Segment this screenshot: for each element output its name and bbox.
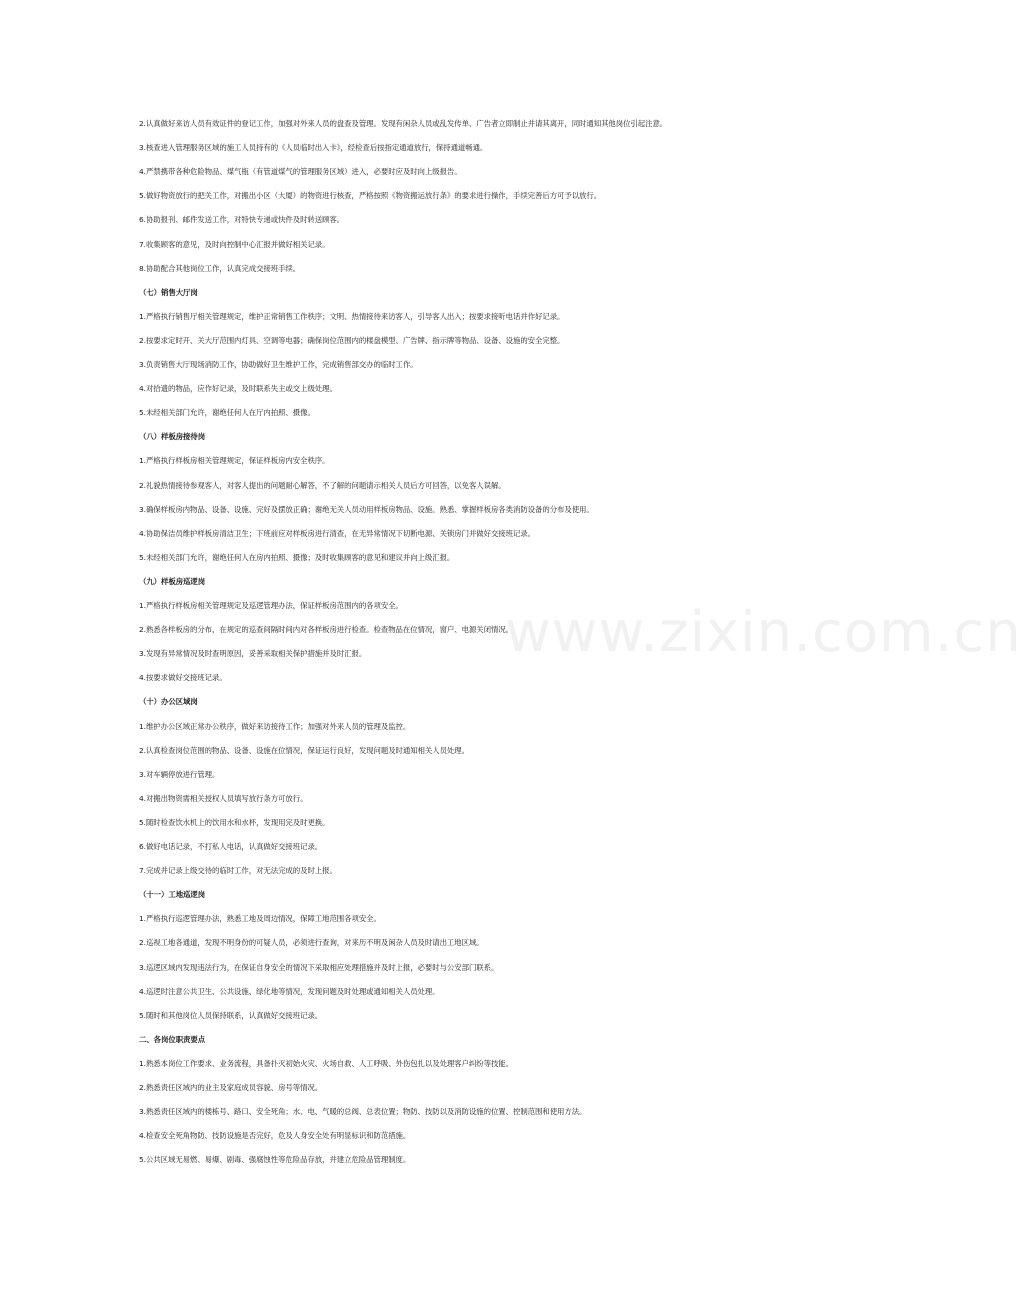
list-item: 2.巡视工地各通道，发现不明身份的可疑人员，必须进行查询，对来历不明及闲杂人员及时请出工地区域。 <box>139 938 484 948</box>
section-heading: （十）办公区域岗 <box>139 697 198 707</box>
list-item: 1.严格执行样板房相关管理规定及巡逻管理办法，保证样板房范围内的各项安全。 <box>139 601 403 610</box>
list-item: 7.收集顾客的意见，及时向控制中心汇报并做好相关记录。 <box>139 239 330 249</box>
list-item: 1.熟悉本岗位工作要求、业务流程，具备扑灭初始火灾、火场自救、人工呼吸、外伤包扎以及处理客户纠纷等技能。 <box>139 1058 513 1068</box>
list-item: 3.确保样板房内物品、设备、设施、完好及摆放正确；谢绝无关人员动用样板房物品、设施。熟悉、掌握样板房各类消防设备的分布及使用。 <box>139 504 594 514</box>
list-item: 5.随时检查饮水机上的饮用水和水杯，发现用完及时更换。 <box>139 817 330 827</box>
list-item: 3.发现有异常情况及时查明原因，妥善采取相关保护措施并及时汇报。 <box>139 649 367 659</box>
list-item: 5.公共区域无易燃、易爆、剧毒、强腐蚀性等危险品存放，并建立危险品管理制度。 <box>139 1155 411 1165</box>
section-heading: （九）样板房巡逻岗 <box>139 576 206 586</box>
list-item: 7.完成并记录上级交待的临时工作，对无法完成的及时上报。 <box>139 866 337 876</box>
list-item: 1.严格执行巡逻管理办法，熟悉工地及周边情况，保障工地范围各项安全。 <box>139 914 381 924</box>
list-item: 4.巡逻时注意公共卫生、公共设施、绿化地等情况，发现问题及时处理或通知相关人员处理。 <box>139 986 440 996</box>
list-item: 4.协助保洁员维护样板房清洁卫生；下班前应对样板房进行清查，在无异常情况下切断电源、关锁房门并做好交接班记录。 <box>139 528 536 538</box>
list-item: 5.随时和其他岗位人员保持联系，认真做好交接班记录。 <box>139 1010 323 1020</box>
list-item: 4.严禁携带各种危险物品、煤气瓶（有管道煤气的管理服务区域）进入，必要时应及时向上级报告。 <box>139 167 462 177</box>
section-heading: 二、各岗位职责要点 <box>139 1034 206 1044</box>
list-item: 3.巡逻区域内发现违法行为，在保证自身安全的情况下采取相应处理措施并及时上报，必要时与公安部门联系。 <box>139 962 499 972</box>
list-item: 4.对搬出物资需相关授权人员填写放行条方可放行。 <box>139 793 308 803</box>
list-item: 3.核查进入管理服务区域的施工人员持有的《人员临时出入卡》，经检查后按指定通道放行，保持通道畅通。 <box>139 143 488 153</box>
list-item: 2.熟悉各样板房的分布，在规定的巡查间隔时间内对各样板房进行检查。检查物品在位情况，窗户、电源关闭情况。 <box>139 625 513 635</box>
list-item: 4.检查安全死角物防、技防设施是否完好，危及人身安全处有明显标识和防范措施。 <box>139 1131 411 1141</box>
list-item: 5.未经相关部门允许，谢绝任何人在厅内拍照、摄像。 <box>139 408 315 418</box>
list-item: 5.做好物资放行的把关工作，对搬出小区（大厦）的物资进行核查，严格按照《物资搬运放行条》的要求进行操作，手续完善后方可予以放行。 <box>139 191 602 201</box>
list-item: 2.认真做好来访人员有效证件的登记工作，加强对外来人员的盘查及管理。发现有闲杂人员或乱发传单、广告者立即制止并请其离开，同时通知其他岗位引起注意。 <box>139 119 668 128</box>
section-heading: （七）销售大厅岗 <box>139 287 198 297</box>
list-item: 4.按要求做好交接班记录。 <box>139 673 227 683</box>
list-item: 2.熟悉责任区域内的业主及家庭成员容貌、房号等情况。 <box>139 1083 323 1092</box>
section-heading: （十一）工地巡逻岗 <box>139 890 206 900</box>
list-item: 4.对拾遗的物品，应作好记录，及时联系失主或交上级处理。 <box>139 384 337 394</box>
section-heading: （八）样板房接待岗 <box>139 432 206 442</box>
list-item: 2.按要求定时开、关大厅范围内灯具、空调等电器；确保岗位范围内的楼盘模型、广告牌、指示牌等物品、设备、设施的安全完整。 <box>139 335 565 345</box>
list-item: 3.熟悉责任区域内的楼栋号、路口、安全死角；水、电、气暖的总阀、总表位置；物防、技防以及消防设施的位置、控制范围和使用方法。 <box>139 1107 587 1117</box>
list-item: 6.协助报刊、邮件发送工作，对特快专递或快件及时转送顾客。 <box>139 215 345 225</box>
list-item: 1.严格执行销售厅相关管理规定，维护正常销售工作秩序；文明、热情接待来访客人，引导客人出入；按要求接听电话并作好记录。 <box>139 311 565 321</box>
list-item: 2.认真检查岗位范围的物品、设备、设施在位情况，保证运行良好，发现问题及时通知相关人员处理。 <box>139 745 469 755</box>
list-item: 3.负责销售大厅现场消防工作，协助做好卫生维护工作，完成销售部交办的临时工作。 <box>139 360 418 369</box>
list-item: 5.未经相关部门允许，谢绝任何人在房内拍照、摄像；及时收集顾客的意见和建议并向上级汇报。 <box>139 552 455 562</box>
list-item: 6.做好电话记录，不打私人电话，认真做好交接班记录。 <box>139 842 323 851</box>
list-item: 1.严格执行样板房相关管理规定，保证样板房内安全秩序。 <box>139 456 330 466</box>
list-item: 3.对车辆停放进行管理。 <box>139 769 220 779</box>
list-item: 2.礼貌热情接待参观客人，对客人提出的问题耐心解答，不了解的问题请示相关人员后方可回答，以免客人误解。 <box>139 480 506 490</box>
list-item: 1.维护办公区域正常办公秩序，做好来访接待工作；加强对外来人员的管理及监控。 <box>139 721 411 731</box>
list-item: 8.协助配合其他岗位工作，认真完成交接班手续。 <box>139 263 301 273</box>
watermark: www.zixin.com.cn <box>505 600 1022 665</box>
